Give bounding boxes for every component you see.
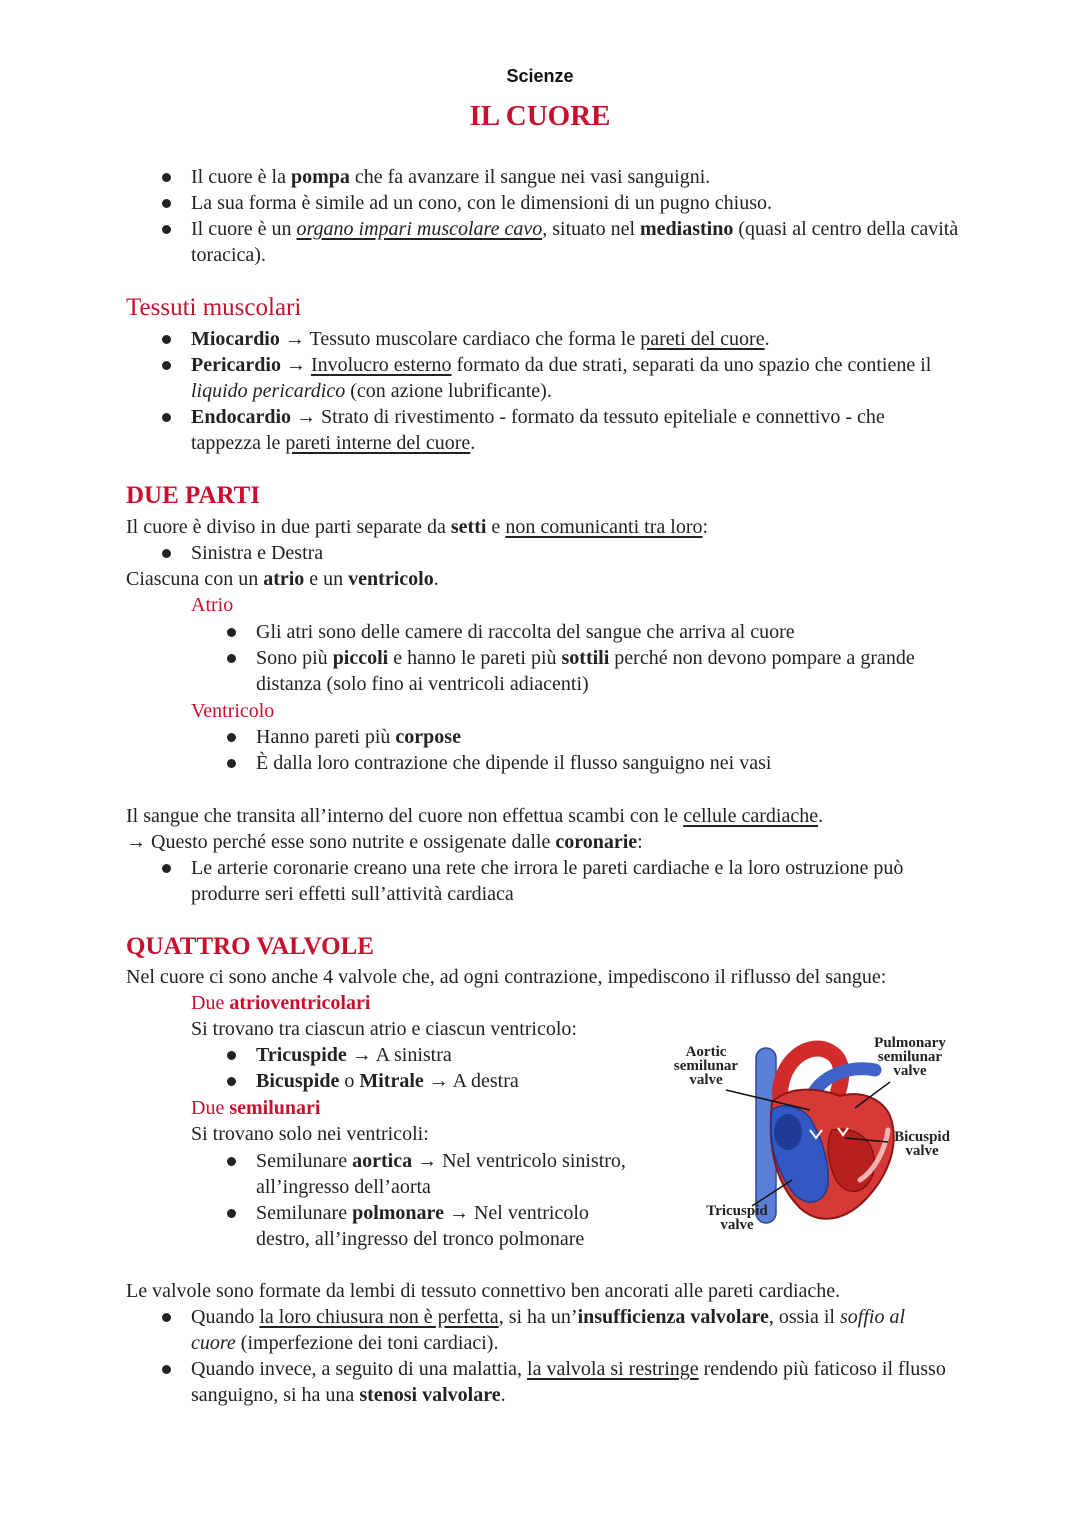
bullet-icon: [227, 1051, 236, 1060]
bullet-icon: [227, 1209, 236, 1218]
bullet-icon: [162, 335, 171, 344]
list-item: Sinistra e Destra: [191, 540, 966, 566]
list-item: Quando la loro chiusura non è perfetta, si ha un’insufficienza valvolare, ossia il soffio al cuore (imperfezione dei toni cardiaci).: [191, 1304, 951, 1356]
list-item: Bicuspide o Mitrale → A destra: [256, 1068, 656, 1094]
due-parti-text: Il cuore è diviso in due parti separate da setti e non comunicanti tra loro: Sinistra e Destra Ciascuna con un atrio e un ventricolo.: [126, 514, 966, 592]
bullet-icon: [162, 225, 171, 234]
list-item: Le arterie coronarie creano una rete che irrora le pareti cardiache e la loro ostruzione può produrre seri effetti sull’attività cardiaca: [191, 855, 951, 907]
pulmonary-valve-label: Pulmonary semilunar valve: [874, 1035, 946, 1079]
subject-label: Scienze: [506, 66, 574, 86]
list-item: Il cuore è un organo impari muscolare cavo, situato nel mediastino (quasi al centro della cavità toracica).: [191, 216, 961, 268]
bullet-icon: [162, 549, 171, 558]
bullet-icon: [227, 733, 236, 742]
subheading-semilunari: Due semilunari: [191, 1097, 321, 1119]
atrio-list: [256, 619, 956, 697]
bicuspid-valve-label: Bicuspid valve: [894, 1129, 950, 1159]
bullet-icon: [162, 1313, 171, 1322]
coronarie-list: [191, 855, 951, 907]
bullet-icon: [227, 654, 236, 663]
valvole-intro: Nel cuore ci sono anche 4 valvole che, ad ogni contrazione, impediscono il riflusso del sangue:: [126, 966, 887, 988]
subheading-atrioventricolari: Due atrioventricolari: [191, 992, 371, 1014]
list-item: Tricuspide → A sinistra: [256, 1042, 656, 1068]
list-item: Semilunare aortica → Nel ventricolo sinistro, all’ingresso dell’aorta: [256, 1148, 646, 1200]
page-title: IL CUORE: [469, 100, 611, 132]
bullet-icon: [162, 413, 171, 422]
semilunari-desc: Si trovano solo nei ventricoli:: [191, 1123, 429, 1145]
aortic-valve-label: Aortic semilunar valve: [673, 1044, 739, 1088]
section-heading-tessuti: Tessuti muscolari: [126, 294, 302, 321]
bullet-icon: [227, 759, 236, 768]
list-item: Endocardio → Strato di rivestimento - formato da tessuto epiteliale e connettivo - che tappezza le pareti interne del cuore.: [191, 404, 951, 456]
subheading-ventricolo: Ventricolo: [191, 700, 275, 722]
atrioventricolari-desc: Si trovano tra ciascun atrio e ciascun ventricolo:: [191, 1018, 577, 1040]
list-item: Sono più piccoli e hanno le pareti più sottili perché non devono pompare a grande distanza (solo fino ai ventricoli adiacenti): [256, 645, 956, 697]
list-item: Quando invece, a seguito di una malattia, la valvola si restringe rendendo più faticoso il flusso sanguigno, si ha una stenosi valvolare.: [191, 1356, 951, 1408]
list-item: Miocardio → Tessuto muscolare cardiaco che forma le pareti del cuore.: [191, 326, 951, 352]
list-item: È dalla loro contrazione che dipende il flusso sanguigno nei vasi: [256, 750, 956, 776]
conclusione-list: [191, 1304, 951, 1408]
list-item: Hanno pareti più corpose: [256, 724, 956, 750]
heart-diagram: [660, 1030, 960, 1240]
section-heading-valvole: QUATTRO VALVOLE: [126, 933, 374, 960]
tessuti-list: [191, 326, 951, 456]
list-item: La sua forma è simile ad un cono, con le dimensioni di un pugno chiuso.: [191, 190, 961, 216]
semilunari-list: [256, 1148, 646, 1252]
ventricolo-list: [256, 724, 956, 776]
list-item: Il cuore è la pompa che fa avanzare il sangue nei vasi sanguigni.: [191, 164, 961, 190]
subheading-atrio: Atrio: [191, 594, 234, 616]
section-heading-due-parti: DUE PARTI: [126, 482, 261, 509]
bullet-icon: [162, 1365, 171, 1374]
intro-list: [191, 164, 961, 268]
coronarie-text: Il sangue che transita all’interno del cuore non effettua scambi con le cellule cardiache. → Questo perché esse sono nutrite e ossigenate dalle coronarie:: [126, 805, 824, 853]
bullet-icon: [162, 199, 171, 208]
bullet-icon: [162, 173, 171, 182]
bullet-icon: [162, 361, 171, 370]
atrioventricolari-list: [256, 1042, 656, 1094]
bullet-icon: [162, 864, 171, 873]
list-item: Pericardio → Involucro esterno formato da due strati, separati da uno spazio che contiene il liquido pericardico (con azione lubrificante).: [191, 352, 951, 404]
bullet-icon: [227, 628, 236, 637]
bullet-icon: [227, 1077, 236, 1086]
tricuspid-valve-label: Tricuspid valve: [706, 1203, 768, 1233]
list-item: Semilunare polmonare → Nel ventricolo destro, all’ingresso del tronco polmonare: [256, 1200, 646, 1252]
bullet-icon: [227, 1157, 236, 1166]
conclusione-text: Le valvole sono formate da lembi di tessuto connettivo ben ancorati alle pareti cardiache.: [126, 1280, 841, 1302]
list-item: Gli atri sono delle camere di raccolta del sangue che arriva al cuore: [256, 619, 956, 645]
